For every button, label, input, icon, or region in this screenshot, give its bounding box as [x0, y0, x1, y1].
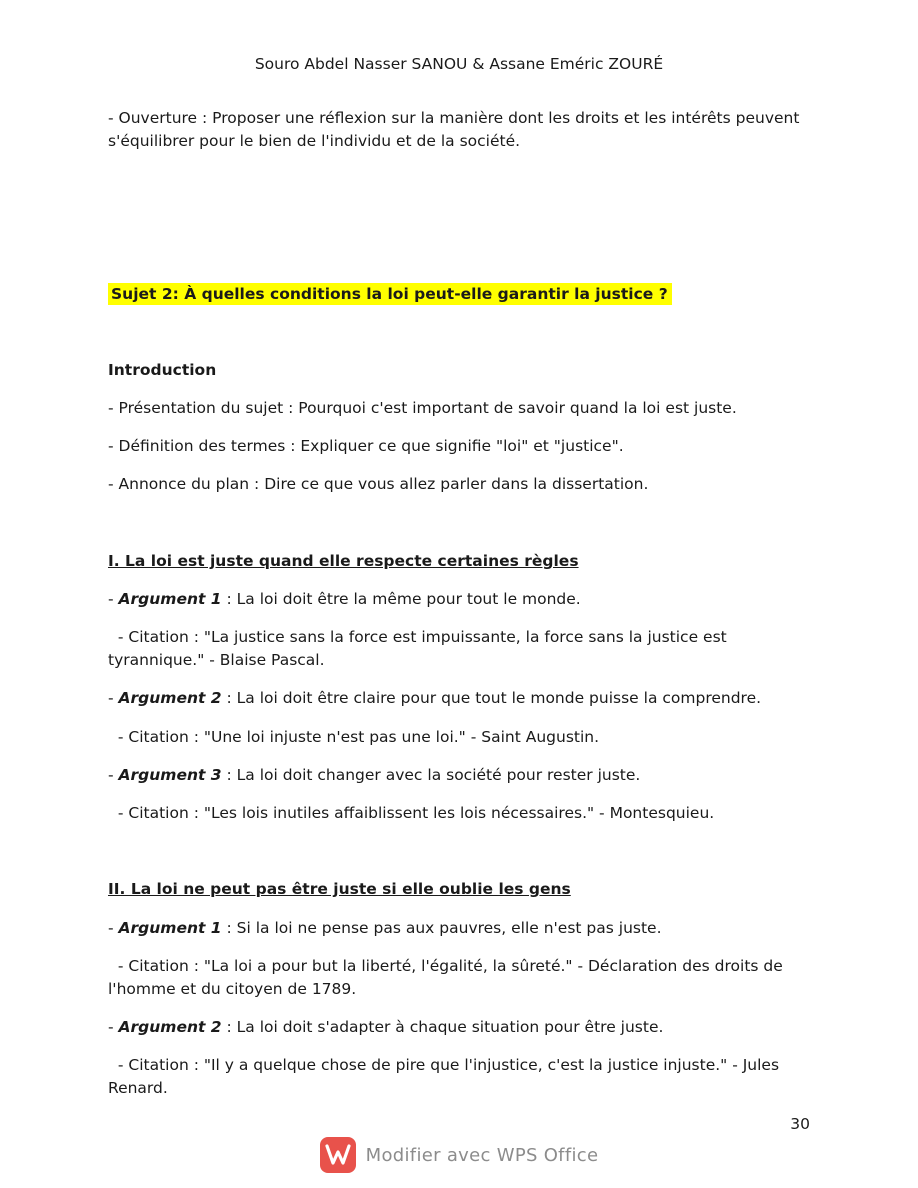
argument-prefix: - [108, 919, 119, 937]
opening-paragraph: - Ouverture : Proposer une réflexion sur la manière dont les droits et les intérêts peuvent s'équilibrer pour le bien de l'individu et de la société. [108, 109, 800, 150]
wps-edit-label[interactable]: Modifier avec WPS Office [365, 1144, 599, 1166]
argument-prefix: - [108, 689, 119, 707]
argument-text: : Si la loi ne pense pas aux pauvres, elle n'est pas juste. [221, 919, 662, 937]
introduction-heading: Introduction [108, 361, 217, 379]
part1-heading: I. La loi est juste quand elle respecte certaines règles [108, 552, 579, 570]
intro-item: - Annonce du plan : Dire ce que vous allez parler dans la dissertation. [108, 475, 649, 493]
intro-item: - Définition des termes : Expliquer ce que signifie "loi" et "justice". [108, 437, 624, 455]
argument-text: : La loi doit être claire pour que tout le monde puisse la comprendre. [221, 689, 762, 707]
argument-prefix: - [108, 1018, 119, 1036]
argument-line [108, 917, 820, 940]
wps-logo-icon[interactable] [320, 1137, 356, 1173]
argument-text: : La loi doit changer avec la société pour rester juste. [221, 766, 641, 784]
argument-label: Argument 2 [118, 1018, 222, 1036]
argument-text: : La loi doit être la même pour tout le monde. [221, 590, 581, 608]
wps-edit-banner[interactable] [0, 1137, 918, 1173]
page-header: Souro Abdel Nasser SANOU & Assane Eméric ZOURÉ [254, 55, 664, 73]
argument-label: Argument 2 [118, 689, 222, 707]
argument-line [108, 687, 820, 710]
citation-line: - Citation : "Il y a quelque chose de pire que l'injustice, c'est la justice injuste." - Jules Renard. [108, 1056, 784, 1097]
argument-prefix: - [108, 590, 119, 608]
argument-text: : La loi doit s'adapter à chaque situation pour être juste. [221, 1018, 664, 1036]
intro-item: - Présentation du sujet : Pourquoi c'est important de savoir quand la loi est juste. [108, 399, 737, 417]
subject-highlight: Sujet 2: À quelles conditions la loi peut-elle garantir la justice ? [108, 283, 672, 305]
page-number: 30 [790, 1115, 810, 1133]
citation-line: - Citation : "Les lois inutiles affaiblissent les lois nécessaires." - Montesquieu. [108, 804, 715, 822]
citation-line: - Citation : "Une loi injuste n'est pas une loi." - Saint Augustin. [108, 728, 600, 746]
citation-line: - Citation : "La loi a pour but la liberté, l'égalité, la sûreté." - Déclaration des droits de l'homme et du citoyen de 1789. [108, 957, 788, 998]
argument-line [108, 1016, 820, 1039]
citation-line: - Citation : "La justice sans la force est impuissante, la force sans la justice est tyrannique." - Blaise Pascal. [108, 628, 732, 669]
argument-label: Argument 3 [118, 766, 222, 784]
part2-heading: II. La loi ne peut pas être juste si elle oublie les gens [108, 880, 571, 898]
argument-prefix: - [108, 766, 119, 784]
argument-label: Argument 1 [118, 919, 222, 937]
subject-title [108, 283, 820, 306]
argument-line [108, 764, 820, 787]
argument-line [108, 588, 820, 611]
argument-label: Argument 1 [118, 590, 222, 608]
